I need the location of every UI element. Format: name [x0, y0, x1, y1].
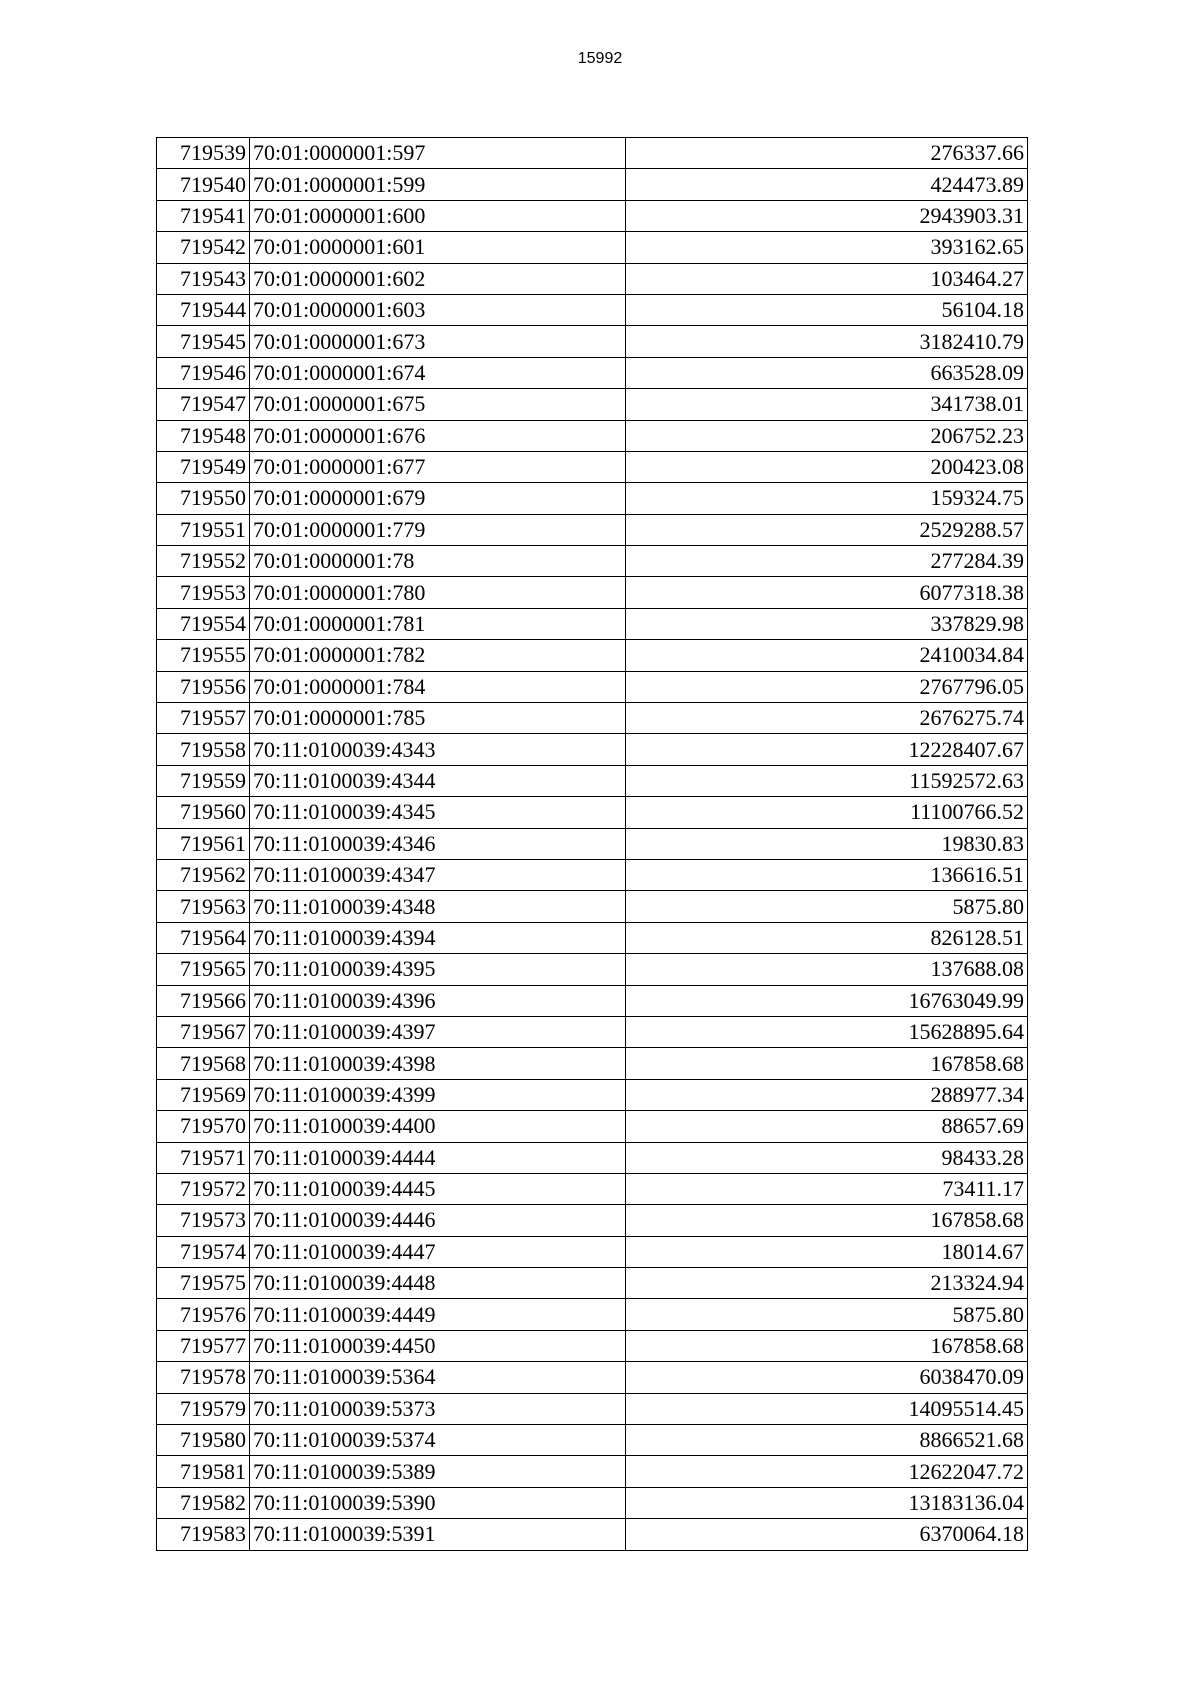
row-number-cell: 719540: [157, 169, 250, 200]
value-cell: 73411.17: [626, 1173, 1028, 1204]
cadastral-number-cell: 70:11:0100039:5391: [250, 1519, 626, 1550]
cadastral-number-cell: 70:11:0100039:5390: [250, 1487, 626, 1518]
value-cell: 11100766.52: [626, 797, 1028, 828]
row-number-cell: 719562: [157, 859, 250, 890]
cadastral-number-cell: 70:11:0100039:4445: [250, 1173, 626, 1204]
value-cell: 277284.39: [626, 546, 1028, 577]
value-cell: 56104.18: [626, 294, 1028, 325]
row-number-cell: 719542: [157, 232, 250, 263]
table-row: [157, 1268, 1028, 1299]
cadastral-number-cell: 70:11:0100039:4397: [250, 1016, 626, 1047]
value-cell: 98433.28: [626, 1142, 1028, 1173]
table-row: [157, 1299, 1028, 1330]
table-row: [157, 263, 1028, 294]
table-row: [157, 1142, 1028, 1173]
row-number-cell: 719571: [157, 1142, 250, 1173]
cadastral-number-cell: 70:11:0100039:5364: [250, 1362, 626, 1393]
cadastral-number-cell: 70:11:0100039:4343: [250, 734, 626, 765]
table-row: [157, 797, 1028, 828]
cadastral-number-cell: 70:11:0100039:4347: [250, 859, 626, 890]
cadastral-number-cell: 70:11:0100039:4447: [250, 1236, 626, 1267]
row-number-cell: 719545: [157, 326, 250, 357]
value-cell: 16763049.99: [626, 985, 1028, 1016]
cadastral-number-cell: 70:11:0100039:4450: [250, 1330, 626, 1361]
row-number-cell: 719578: [157, 1362, 250, 1393]
value-cell: 393162.65: [626, 232, 1028, 263]
table-row: [157, 1079, 1028, 1110]
cadastral-number-cell: 70:01:0000001:603: [250, 294, 626, 325]
cadastral-number-cell: 70:11:0100039:5373: [250, 1393, 626, 1424]
row-number-cell: 719565: [157, 954, 250, 985]
table-row: [157, 577, 1028, 608]
table-row: [157, 1330, 1028, 1361]
table-row: [157, 483, 1028, 514]
row-number-cell: 719564: [157, 922, 250, 953]
value-cell: 206752.23: [626, 420, 1028, 451]
row-number-cell: 719561: [157, 828, 250, 859]
table-row: [157, 1205, 1028, 1236]
table-row: [157, 734, 1028, 765]
row-number-cell: 719558: [157, 734, 250, 765]
row-number-cell: 719581: [157, 1456, 250, 1487]
cadastral-number-cell: 70:01:0000001:679: [250, 483, 626, 514]
table-row: [157, 294, 1028, 325]
table-row: [157, 357, 1028, 388]
table-row: [157, 765, 1028, 796]
row-number-cell: 719563: [157, 891, 250, 922]
row-number-cell: 719539: [157, 138, 250, 169]
value-cell: 276337.66: [626, 138, 1028, 169]
row-number-cell: 719559: [157, 765, 250, 796]
value-cell: 13183136.04: [626, 1487, 1028, 1518]
row-number-cell: 719570: [157, 1111, 250, 1142]
cadastral-number-cell: 70:01:0000001:674: [250, 357, 626, 388]
table-row: [157, 671, 1028, 702]
value-cell: 213324.94: [626, 1268, 1028, 1299]
table-row: [157, 1173, 1028, 1204]
cadastral-number-cell: 70:11:0100039:4444: [250, 1142, 626, 1173]
value-cell: 5875.80: [626, 1299, 1028, 1330]
row-number-cell: 719572: [157, 1173, 250, 1204]
row-number-cell: 719557: [157, 703, 250, 734]
value-cell: 167858.68: [626, 1205, 1028, 1236]
cadastral-number-cell: 70:01:0000001:675: [250, 389, 626, 420]
value-cell: 5875.80: [626, 891, 1028, 922]
value-cell: 159324.75: [626, 483, 1028, 514]
table-row: [157, 640, 1028, 671]
table-row: [157, 859, 1028, 890]
value-cell: 3182410.79: [626, 326, 1028, 357]
table-row: [157, 200, 1028, 231]
cadastral-number-cell: 70:01:0000001:676: [250, 420, 626, 451]
cadastral-number-cell: 70:11:0100039:4344: [250, 765, 626, 796]
table-row: [157, 138, 1028, 169]
row-number-cell: 719567: [157, 1016, 250, 1047]
table-row: [157, 1016, 1028, 1047]
page-number: 15992: [577, 50, 623, 67]
value-cell: 14095514.45: [626, 1393, 1028, 1424]
value-cell: 167858.68: [626, 1330, 1028, 1361]
cadastral-number-cell: 70:01:0000001:602: [250, 263, 626, 294]
cadastral-number-cell: 70:11:0100039:4446: [250, 1205, 626, 1236]
value-cell: 200423.08: [626, 451, 1028, 482]
registry-table-body: [157, 138, 1028, 1551]
row-number-cell: 719569: [157, 1079, 250, 1110]
row-number-cell: 719580: [157, 1425, 250, 1456]
table-row: [157, 1393, 1028, 1424]
row-number-cell: 719575: [157, 1268, 250, 1299]
cadastral-number-cell: 70:11:0100039:5374: [250, 1425, 626, 1456]
table-row: [157, 546, 1028, 577]
value-cell: 6370064.18: [626, 1519, 1028, 1550]
cadastral-number-cell: 70:01:0000001:677: [250, 451, 626, 482]
row-number-cell: 719556: [157, 671, 250, 702]
table-row: [157, 232, 1028, 263]
value-cell: 11592572.63: [626, 765, 1028, 796]
cadastral-number-cell: 70:01:0000001:779: [250, 514, 626, 545]
row-number-cell: 719582: [157, 1487, 250, 1518]
registry-table: [156, 137, 1028, 1551]
cadastral-number-cell: 70:01:0000001:601: [250, 232, 626, 263]
value-cell: 2529288.57: [626, 514, 1028, 545]
table-row: [157, 326, 1028, 357]
cadastral-number-cell: 70:01:0000001:784: [250, 671, 626, 702]
value-cell: 19830.83: [626, 828, 1028, 859]
table-row: [157, 1487, 1028, 1518]
row-number-cell: 719547: [157, 389, 250, 420]
table-row: [157, 1111, 1028, 1142]
table-row: [157, 828, 1028, 859]
value-cell: 15628895.64: [626, 1016, 1028, 1047]
table-row: [157, 1236, 1028, 1267]
table-row: [157, 703, 1028, 734]
value-cell: 826128.51: [626, 922, 1028, 953]
row-number-cell: 719546: [157, 357, 250, 388]
row-number-cell: 719541: [157, 200, 250, 231]
value-cell: 18014.67: [626, 1236, 1028, 1267]
cadastral-number-cell: 70:11:0100039:5389: [250, 1456, 626, 1487]
cadastral-number-cell: 70:11:0100039:4399: [250, 1079, 626, 1110]
value-cell: 103464.27: [626, 263, 1028, 294]
row-number-cell: 719573: [157, 1205, 250, 1236]
value-cell: 424473.89: [626, 169, 1028, 200]
row-number-cell: 719577: [157, 1330, 250, 1361]
table-row: [157, 389, 1028, 420]
cadastral-number-cell: 70:01:0000001:597: [250, 138, 626, 169]
table-row: [157, 1456, 1028, 1487]
table-row: [157, 922, 1028, 953]
row-number-cell: 719574: [157, 1236, 250, 1267]
table-row: [157, 420, 1028, 451]
row-number-cell: 719543: [157, 263, 250, 294]
table-row: [157, 985, 1028, 1016]
cadastral-number-cell: 70:11:0100039:4396: [250, 985, 626, 1016]
value-cell: 2676275.74: [626, 703, 1028, 734]
table-row: [157, 1048, 1028, 1079]
cadastral-number-cell: 70:11:0100039:4395: [250, 954, 626, 985]
row-number-cell: 719551: [157, 514, 250, 545]
value-cell: 167858.68: [626, 1048, 1028, 1079]
row-number-cell: 719576: [157, 1299, 250, 1330]
cadastral-number-cell: 70:11:0100039:4448: [250, 1268, 626, 1299]
row-number-cell: 719544: [157, 294, 250, 325]
row-number-cell: 719579: [157, 1393, 250, 1424]
cadastral-number-cell: 70:01:0000001:600: [250, 200, 626, 231]
cadastral-number-cell: 70:01:0000001:673: [250, 326, 626, 357]
row-number-cell: 719552: [157, 546, 250, 577]
table-row: [157, 451, 1028, 482]
value-cell: 8866521.68: [626, 1425, 1028, 1456]
value-cell: 2410034.84: [626, 640, 1028, 671]
table-row: [157, 608, 1028, 639]
table-row: [157, 1362, 1028, 1393]
value-cell: 12622047.72: [626, 1456, 1028, 1487]
value-cell: 136616.51: [626, 859, 1028, 890]
row-number-cell: 719548: [157, 420, 250, 451]
table-row: [157, 891, 1028, 922]
cadastral-number-cell: 70:11:0100039:4348: [250, 891, 626, 922]
value-cell: 137688.08: [626, 954, 1028, 985]
cadastral-number-cell: 70:11:0100039:4346: [250, 828, 626, 859]
row-number-cell: 719560: [157, 797, 250, 828]
table-row: [157, 1519, 1028, 1550]
row-number-cell: 719550: [157, 483, 250, 514]
cadastral-number-cell: 70:01:0000001:781: [250, 608, 626, 639]
cadastral-number-cell: 70:01:0000001:780: [250, 577, 626, 608]
row-number-cell: 719566: [157, 985, 250, 1016]
cadastral-number-cell: 70:01:0000001:785: [250, 703, 626, 734]
value-cell: 288977.34: [626, 1079, 1028, 1110]
table-row: [157, 514, 1028, 545]
cadastral-number-cell: 70:11:0100039:4394: [250, 922, 626, 953]
value-cell: 337829.98: [626, 608, 1028, 639]
cadastral-number-cell: 70:11:0100039:4345: [250, 797, 626, 828]
value-cell: 2943903.31: [626, 200, 1028, 231]
value-cell: 6077318.38: [626, 577, 1028, 608]
table-row: [157, 1425, 1028, 1456]
value-cell: 88657.69: [626, 1111, 1028, 1142]
cadastral-number-cell: 70:11:0100039:4400: [250, 1111, 626, 1142]
row-number-cell: 719583: [157, 1519, 250, 1550]
row-number-cell: 719555: [157, 640, 250, 671]
value-cell: 12228407.67: [626, 734, 1028, 765]
value-cell: 663528.09: [626, 357, 1028, 388]
value-cell: 341738.01: [626, 389, 1028, 420]
table-row: [157, 954, 1028, 985]
cadastral-number-cell: 70:01:0000001:782: [250, 640, 626, 671]
row-number-cell: 719568: [157, 1048, 250, 1079]
table-row: [157, 169, 1028, 200]
cadastral-number-cell: 70:11:0100039:4449: [250, 1299, 626, 1330]
row-number-cell: 719554: [157, 608, 250, 639]
cadastral-number-cell: 70:01:0000001:78: [250, 546, 626, 577]
cadastral-number-cell: 70:01:0000001:599: [250, 169, 626, 200]
cadastral-number-cell: 70:11:0100039:4398: [250, 1048, 626, 1079]
row-number-cell: 719549: [157, 451, 250, 482]
value-cell: 6038470.09: [626, 1362, 1028, 1393]
row-number-cell: 719553: [157, 577, 250, 608]
value-cell: 2767796.05: [626, 671, 1028, 702]
